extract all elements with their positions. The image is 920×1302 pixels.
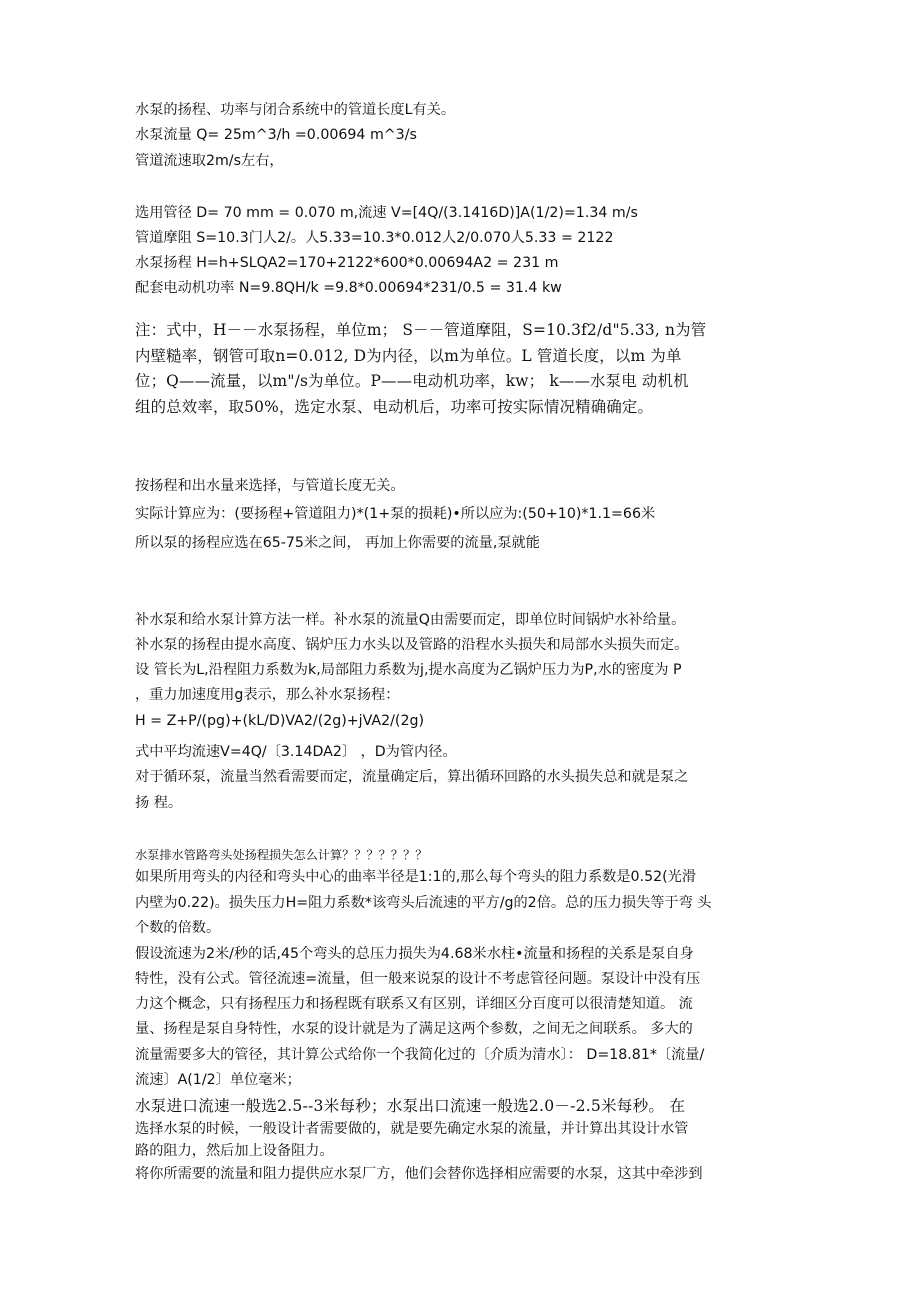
note-line: 内壁糙率，钢管可取n=0.012, D为内径，以m为单位。L 管道长度，以m 为单 — [135, 347, 682, 365]
text-line: 水泵的扬程、功率与闭合系统中的管道长度L有关。 — [135, 102, 456, 118]
text-line: 流速〕A(1/2〕单位毫米； — [135, 1072, 301, 1088]
text-line: 对于循环泵，流量当然看需要而定，流量确定后，算出循环回路的水头损失总和就是泵之 — [135, 769, 689, 785]
text-line: 将你所需要的流量和阻力提供应水泵厂方，他们会替你选择相应需要的水泵，这其中牵涉到 — [135, 1166, 703, 1182]
speed-line: 水泵进口流速一般选2.5--3米每秒；水泵出口流速一般选2.0－-2.5米每秒。 在 — [135, 1097, 686, 1115]
text-line: 个数的倍数。 — [135, 920, 221, 936]
text-line: 管道摩阻 S=10.3门人2/。人5.33=10.3*0.012人2/0.070人5.33 = 2122 — [135, 230, 614, 246]
text-line: ，重力加速度用g表示，那么补水泵扬程： — [135, 687, 400, 703]
text-line: 按扬程和出水量来选择，与管道长度无关。 — [135, 478, 405, 494]
text-line: 配套电动机功率 N=9.8QH/k =9.8*0.00694*231/0.5 = 31.4 kw — [135, 280, 562, 296]
text-line: 力这个概念，只有扬程压力和扬程既有联系又有区别，详细区分百度可以很清楚知道。 流 — [135, 996, 693, 1012]
text-line: 选用管径 D= 70 mm = 0.070 m,流速 V=[4Q/(3.1416D)]A(1/2)=1.34 m/s — [135, 205, 638, 221]
text-line: 管道流速取2m/s左右， — [135, 153, 284, 169]
text-line: 扬 程。 — [135, 795, 183, 811]
text-line: 实际计算应为：(要扬程+管道阻力)*(1+泵的损耗)•所以应为:(50+10)*1.1=66米 — [135, 506, 656, 522]
text-line: 所以泵的扬程应选在65-75米之间， 再加上你需要的流量,泵就能 — [135, 535, 540, 551]
text-line: 补水泵的扬程由提水高度、锅炉压力水头以及管路的沿程水头损失和局部水头损失而定。 — [135, 637, 689, 653]
formula-line: H = Z+P/(pg)+(kL/D)VA2/(2g)+jVA2/(2g) — [135, 713, 425, 729]
text-line: 水泵扬程 H=h+SLQA2=170+2122*600*0.00694A2 = 231 m — [135, 255, 559, 271]
note-line: 注：式中，H－－水泵扬程，单位m； S－－管道摩阻，S=10.3f2/d"5.33, n为管 — [135, 321, 707, 339]
text-line: 选择水泵的时候，一般设计者需要做的，就是要先确定水泵的流量，并计算出其设计水管 — [135, 1121, 689, 1137]
text-line: 路的阻力，然后加上设备阻力。 — [135, 1143, 334, 1159]
text-line: 特性，没有公式。管径流速=流量，但一般来说泵的设计不考虑管径问题。泵设计中没有压 — [135, 971, 701, 987]
text-line: 式中平均流速V=4Q/〔3.14DA2〕 ，D为管内径。 — [135, 744, 457, 760]
text-line: 补水泵和给水泵计算方法一样。补水泵的流量Q由需要而定，即单位时间锅炉水补给量。 — [135, 612, 686, 628]
text-line: 假设流速为2米/秒的话,45个弯头的总压力损失为4.68米水柱•流量和扬程的关系是泵自身 — [135, 946, 694, 962]
text-line: 内壁为0.22)。损失压力H=阻力系数*该弯头后流速的平方/g的2倍。总的压力损失等于弯 头 — [135, 895, 712, 911]
question-heading: 水泵排水管路弯头处扬程损失怎么计算？？？？？？？ — [135, 848, 428, 862]
text-line: 如果所用弯头的内径和弯头中心的曲率半径是1:1的,那么每个弯头的阻力系数是0.52(光滑 — [135, 869, 697, 885]
text-line: 水泵流量 Q= 25m^3/h =0.00694 m^3/s — [135, 127, 417, 143]
note-line: 组的总效率，取50%，选定水泵、电动机后，功率可按实际情况精确确定。 — [135, 398, 654, 416]
text-line: 设 管长为L,沿程阻力系数为k,局部阻力系数为j,提水高度为乙锅炉压力为P,水的密度为 P — [135, 662, 682, 678]
text-line: 流量需要多大的管径，其计算公式给你一个我简化过的〔介质为清水〕： D=18.81*〔流量/ — [135, 1047, 705, 1063]
text-line: 量、扬程是泵自身特性，水泵的设计就是为了满足这两个参数，之间无之间联系。 多大的 — [135, 1021, 693, 1037]
note-line: 位；Q——流量，以m"/s为单位。P——电动机功率，kw； k——水泵电 动机机 — [135, 372, 689, 390]
